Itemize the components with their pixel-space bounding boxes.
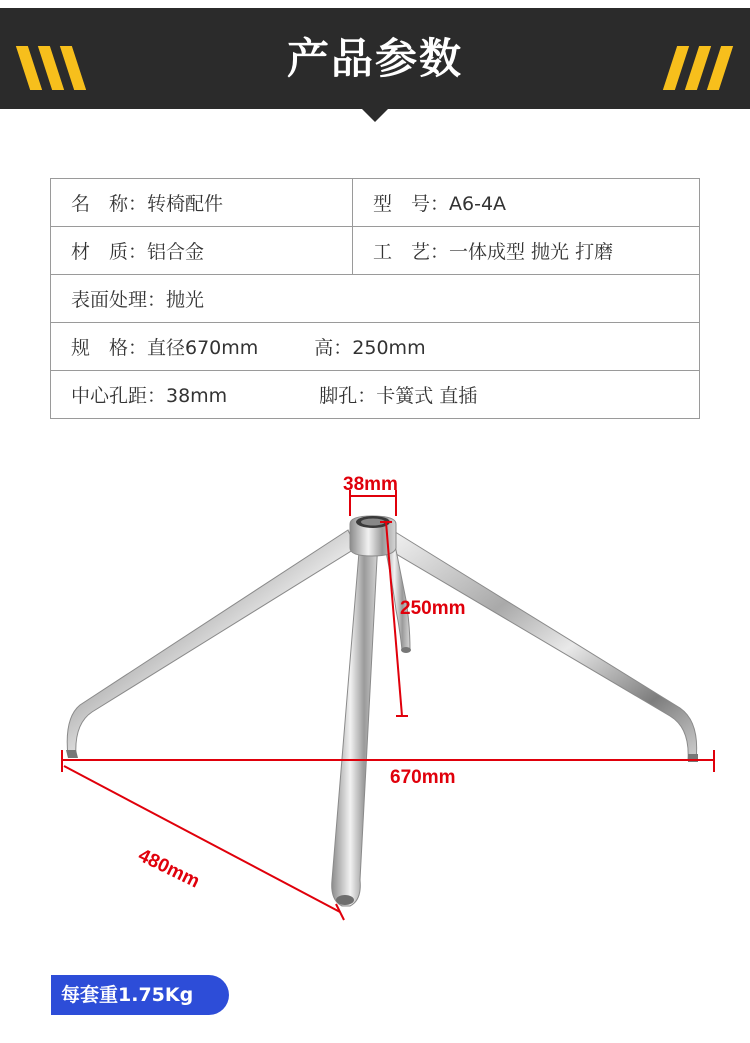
height-dimension-label: 250mm (400, 598, 466, 619)
leg-dimension-line (64, 766, 344, 920)
spec-hole-cell (51, 371, 700, 419)
leg-dimension-label: 480mm (134, 845, 203, 893)
header-pointer-notch (361, 108, 389, 122)
spec-center-hole-text: 中心孔距：38mm (71, 385, 228, 407)
front-leg (332, 540, 378, 906)
hole-dimension-label: 38mm (343, 474, 398, 495)
diameter-dimension-label: 670mm (390, 767, 456, 788)
spec-size-cell (51, 323, 700, 371)
table-row (51, 323, 700, 371)
spec-foot-hole-text: 脚孔：卡簧式 直插 (319, 385, 478, 407)
chair-base-illustration (0, 460, 750, 930)
spec-material-cell: 材 质：铝合金 (51, 227, 353, 275)
spec-table (50, 178, 700, 419)
left-leg (66, 530, 356, 758)
spec-surface-cell: 表面处理：抛光 (51, 275, 700, 323)
product-dimension-diagram (0, 460, 750, 930)
weight-badge: 每套重1.75Kg (51, 975, 229, 1015)
right-leg (386, 530, 698, 762)
table-row (51, 371, 700, 419)
table-row (51, 275, 700, 323)
spec-process-cell: 工 艺：一体成型 抛光 打磨 (353, 227, 700, 275)
spec-diameter-text: 规 格：直径670mm (71, 337, 259, 359)
spec-name-cell: 名 称：转椅配件 (51, 179, 353, 227)
table-row (51, 227, 700, 275)
table-row (51, 179, 700, 227)
section-header (0, 8, 750, 109)
spec-model-cell: 型 号：A6-4A (353, 179, 700, 227)
section-title: 产品参数 (286, 34, 463, 83)
spec-height-text: 高：250mm (314, 337, 426, 359)
diameter-dimension-line (62, 750, 714, 772)
